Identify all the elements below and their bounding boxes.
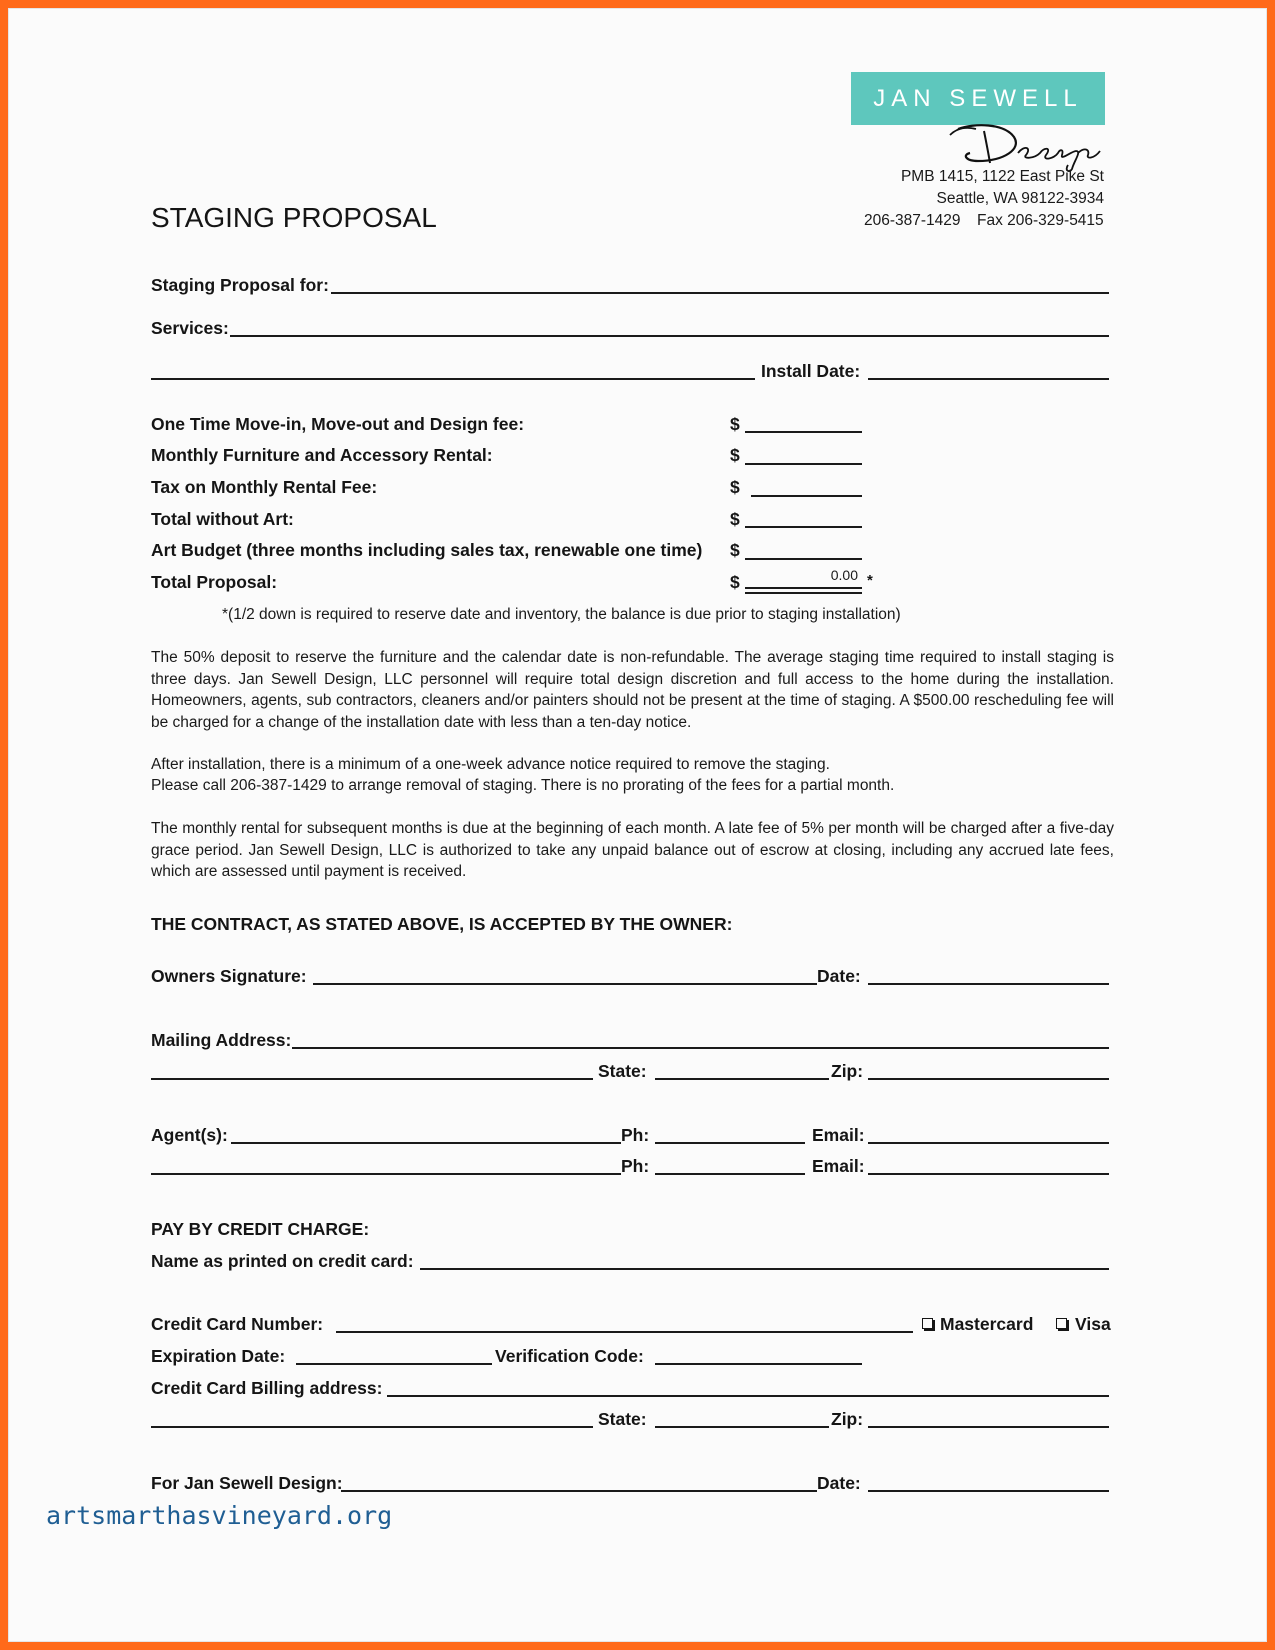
mastercard-checkbox[interactable] bbox=[922, 1318, 933, 1329]
owner-date-label: Date: bbox=[817, 966, 861, 986]
owner-date-field[interactable] bbox=[868, 983, 1109, 985]
currency-symbol: $ bbox=[730, 414, 740, 434]
verification-field[interactable] bbox=[655, 1363, 862, 1365]
logo-script-signature bbox=[944, 115, 1109, 173]
fee-label: Art Budget (three months including sales tax, renewable one time) bbox=[151, 540, 703, 560]
fee-amount-field[interactable] bbox=[745, 431, 862, 433]
visa-checkbox[interactable] bbox=[1056, 1318, 1067, 1329]
fee-label: One Time Move-in, Move-out and Design fee: bbox=[151, 414, 525, 434]
expiration-field[interactable] bbox=[296, 1363, 492, 1365]
agent-name-field[interactable] bbox=[231, 1142, 621, 1144]
services-label: Services: bbox=[151, 318, 229, 338]
fee-label: Tax on Monthly Rental Fee: bbox=[151, 477, 378, 497]
mailing-state-label: State: bbox=[598, 1061, 647, 1081]
fee-label: Monthly Furniture and Accessory Rental: bbox=[151, 445, 493, 465]
fee-amount-field[interactable] bbox=[751, 495, 862, 497]
fee-amount-field[interactable] bbox=[745, 526, 862, 528]
agent-name-field-2[interactable] bbox=[151, 1173, 621, 1175]
agent-phone-label: Ph: bbox=[621, 1125, 650, 1145]
logo-wordmark: JAN SEWELL bbox=[851, 72, 1105, 125]
mailing-state-field[interactable] bbox=[655, 1078, 829, 1080]
billing-zip-label: Zip: bbox=[831, 1409, 864, 1429]
removal-paragraph-1: After installation, there is a minimum of a one-week advance notice required to remove the staging. bbox=[151, 756, 830, 773]
agent-email-field[interactable] bbox=[868, 1142, 1109, 1144]
agents-label: Agent(s): bbox=[151, 1125, 228, 1145]
mailing-address-field[interactable] bbox=[292, 1047, 1109, 1049]
visa-label: Visa bbox=[1075, 1314, 1111, 1334]
company-phone: 206-387-1429 bbox=[864, 212, 961, 229]
card-number-label: Credit Card Number: bbox=[151, 1314, 324, 1334]
company-date-field[interactable] bbox=[868, 1490, 1109, 1492]
credit-heading: PAY BY CREDIT CHARGE: bbox=[151, 1219, 370, 1239]
currency-symbol: $ bbox=[730, 477, 740, 497]
owner-signature-field[interactable] bbox=[313, 983, 817, 985]
staging-for-label: Staging Proposal for: bbox=[151, 275, 329, 295]
mastercard-label: Mastercard bbox=[940, 1314, 1034, 1334]
rental-paragraph: The monthly rental for subsequent months is due at the beginning of each month. A late fee of 5% per month will be charged after a five-day grace period. Jan Sewell Design, LLC is authorized to take any unpaid balance out of escrow at closing, including any accrued late fees, which are assessed until payment is received. bbox=[151, 820, 1114, 881]
billing-state-field[interactable] bbox=[655, 1426, 829, 1428]
name-on-card-label: Name as printed on credit card: bbox=[151, 1251, 414, 1271]
verification-label: Verification Code: bbox=[495, 1346, 644, 1366]
mailing-zip-label: Zip: bbox=[831, 1061, 864, 1081]
billing-address-label: Credit Card Billing address: bbox=[151, 1378, 383, 1398]
expiration-label: Expiration Date: bbox=[151, 1346, 286, 1366]
services-field-2[interactable] bbox=[151, 378, 755, 380]
billing-state-label: State: bbox=[598, 1409, 647, 1429]
mailing-address-field-2[interactable] bbox=[151, 1078, 593, 1080]
footnote: *(1/2 down is required to reserve date and inventory, the balance is due prior to staging installation) bbox=[222, 606, 901, 623]
fee-label: Total without Art: bbox=[151, 509, 294, 529]
agent-email-label: Email: bbox=[812, 1125, 865, 1145]
total-proposal-double-rule bbox=[745, 592, 862, 594]
currency-symbol: $ bbox=[730, 445, 740, 465]
total-proposal-field[interactable] bbox=[745, 587, 862, 589]
currency-symbol: $ bbox=[730, 509, 740, 529]
svg-text:Design: Design bbox=[1026, 165, 1030, 166]
fee-label-total: Total Proposal: bbox=[151, 572, 278, 592]
agent-phone-field-2[interactable] bbox=[655, 1173, 805, 1175]
company-signature-field[interactable] bbox=[341, 1490, 817, 1492]
billing-address-field-2[interactable] bbox=[151, 1426, 593, 1428]
agent-phone-field[interactable] bbox=[655, 1142, 805, 1144]
contract-heading: THE CONTRACT, AS STATED ABOVE, IS ACCEPTED BY THE OWNER: bbox=[151, 914, 733, 934]
company-signature-label: For Jan Sewell Design: bbox=[151, 1473, 343, 1493]
mailing-address-label: Mailing Address: bbox=[151, 1030, 292, 1050]
page-title: STAGING PROPOSAL bbox=[151, 202, 437, 233]
services-field[interactable] bbox=[230, 335, 1109, 337]
total-proposal-value[interactable]: 0.00 bbox=[830, 567, 858, 583]
mailing-zip-field[interactable] bbox=[868, 1078, 1109, 1080]
fee-amount-field[interactable] bbox=[745, 463, 862, 465]
billing-address-field[interactable] bbox=[387, 1395, 1109, 1397]
address-line-1: PMB 1415, 1122 East Pike St bbox=[900, 168, 1104, 185]
card-number-field[interactable] bbox=[336, 1331, 913, 1333]
watermark: artsmarthasvineyard.org bbox=[46, 1501, 393, 1530]
install-date-label: Install Date: bbox=[761, 361, 861, 381]
owner-signature-label: Owners Signature: bbox=[151, 966, 307, 986]
total-asterisk: * bbox=[867, 572, 873, 589]
removal-paragraph-2: Please call 206-387-1429 to arrange removal of staging. There is no prorating of the fees for a partial month. bbox=[151, 777, 895, 794]
staging-for-field[interactable] bbox=[331, 292, 1109, 294]
company-fax: Fax 206-329-5415 bbox=[977, 212, 1104, 229]
address-line-2: Seattle, WA 98122-3934 bbox=[936, 190, 1104, 207]
install-date-field[interactable] bbox=[868, 378, 1109, 380]
document-page bbox=[8, 8, 1267, 1642]
company-date-label: Date: bbox=[817, 1473, 861, 1493]
agent-email-label-2: Email: bbox=[812, 1156, 865, 1176]
agent-email-field-2[interactable] bbox=[868, 1173, 1109, 1175]
currency-symbol: $ bbox=[730, 540, 740, 560]
currency-symbol: $ bbox=[730, 572, 740, 592]
deposit-paragraph: The 50% deposit to reserve the furniture and the calendar date is non-refundable. The average staging time required to install staging is three days. Jan Sewell Design, LLC personnel will require total design discretion and full access to the home during the installation. Homeowners, agents, sub contractors, cleaners and/or painters should not be present at the time of staging. A $500.00 rescheduling fee will be charged for a change of the installation date with less than a ten-day notice. bbox=[151, 649, 1114, 731]
agent-phone-label-2: Ph: bbox=[621, 1156, 650, 1176]
billing-zip-field[interactable] bbox=[868, 1426, 1109, 1428]
name-on-card-field[interactable] bbox=[420, 1268, 1109, 1270]
fee-amount-field[interactable] bbox=[745, 558, 862, 560]
